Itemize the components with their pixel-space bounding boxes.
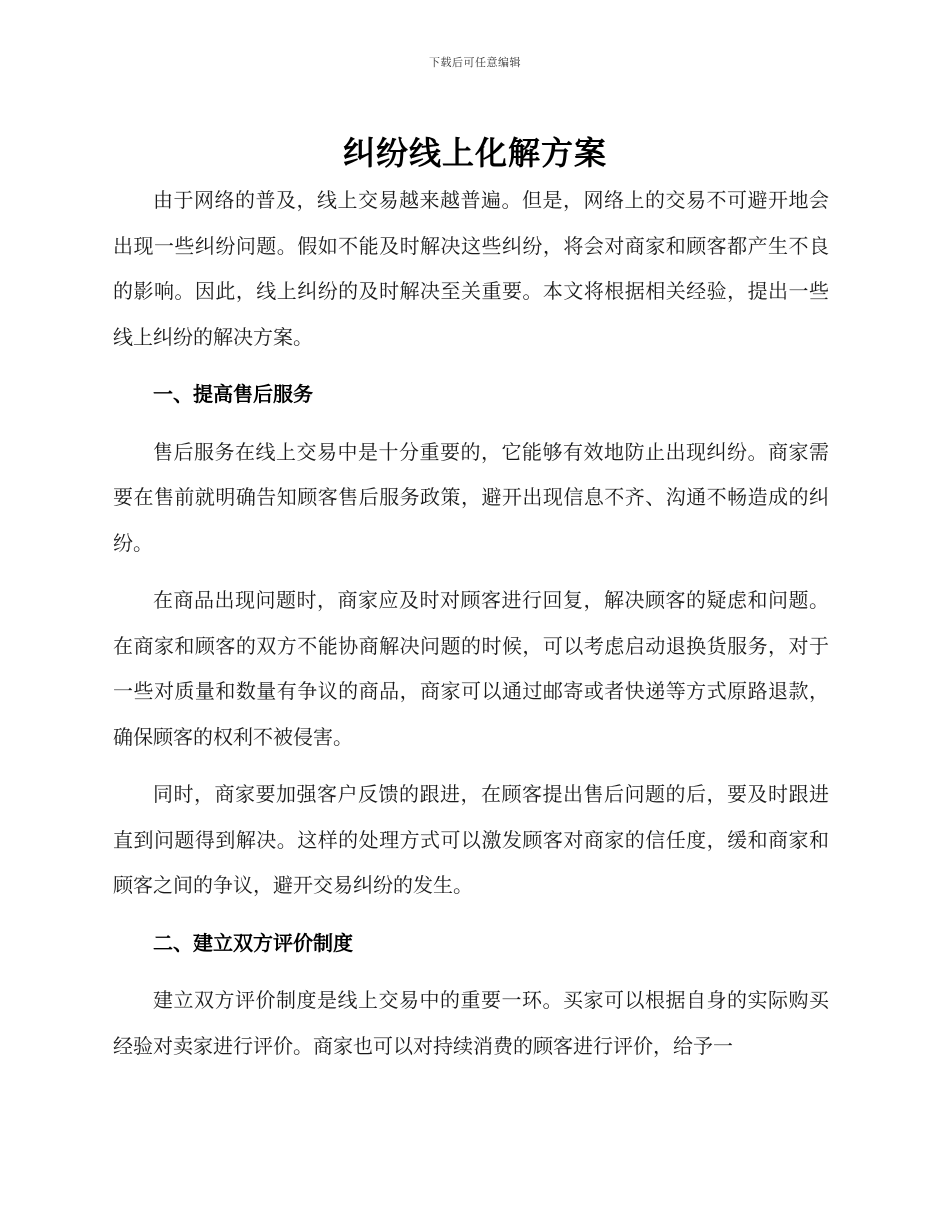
section-heading-2: 二、建立双方评价制度	[153, 930, 353, 955]
document-body	[113, 178, 829, 1069]
section-heading-1: 一、提高售后服务	[153, 382, 313, 406]
section-2-paragraph-1: 建立双方评价制度是线上交易中的重要一环。买家可以根据自身的实际购买经验对卖家进行评价。商家也可以对持续消费的顾客进行评价，给予一	[113, 988, 829, 1058]
intro-paragraph: 由于网络的普及，线上交易越来越普遍。但是，网络上的交易不可避开地会出现一些纠纷问题。假如不能及时解决这些纠纷，将会对商家和顾客都产生不良的影响。因此，线上纠纷的及时解决至关重要。本文将根据相关经验，提出一些线上纠纷的解决方案。	[113, 188, 829, 349]
section-1-paragraph-2: 在商品出现问题时，商家应及时对顾客进行回复，解决顾客的疑虑和问题。在商家和顾客的双方不能协商解决问题的时候，可以考虑启动退换货服务，对于一些对质量和数量有争议的商品，商家可以通过邮寄或者快递等方式原路退款，确保顾客的权利不被侵害。	[113, 588, 829, 749]
header-note: 下载后可任意编辑	[429, 56, 521, 69]
section-1-paragraph-3: 同时，商家要加强客户反馈的跟进，在顾客提出售后问题的后，要及时跟进直到问题得到解决。这样的处理方式可以激发顾客对商家的信任度，缓和商家和顾客之间的争议，避开交易纠纷的发生。	[113, 782, 829, 897]
section-1-paragraph-1: 售后服务在线上交易中是十分重要的，它能够有效地防止出现纠纷。商家需要在售前就明确告知顾客售后服务政策，避开出现信息不齐、沟通不畅造成的纠纷。	[113, 439, 829, 555]
document-title: 纠纷线上化解方案	[342, 134, 607, 172]
